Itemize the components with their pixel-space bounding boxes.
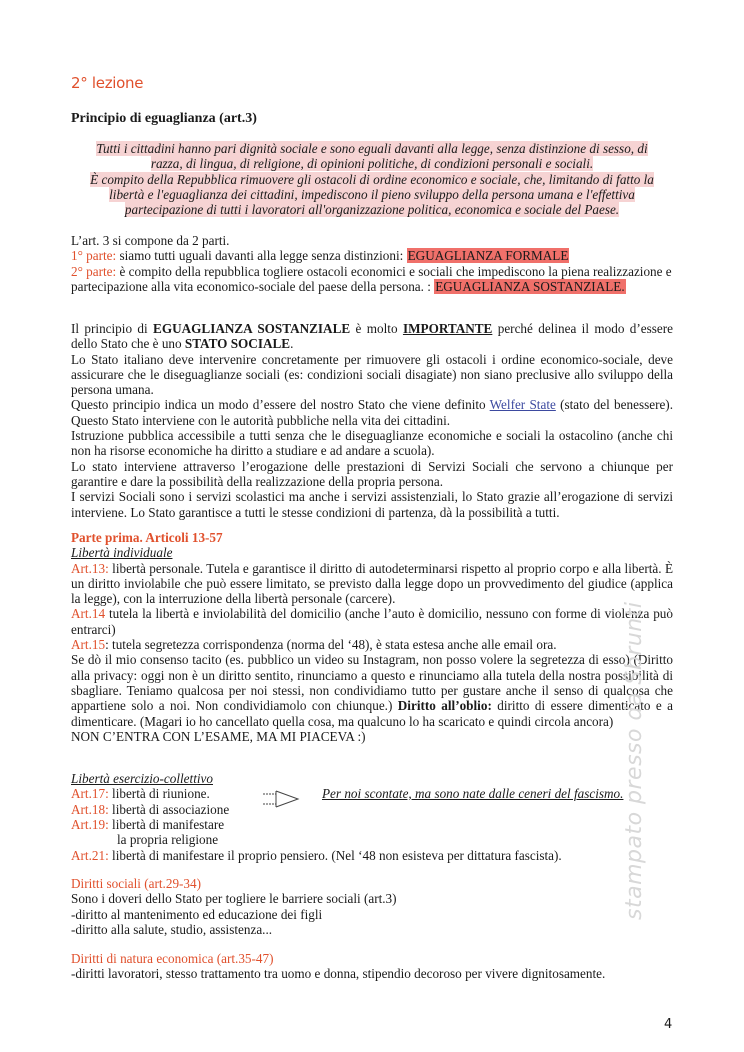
art21-label: Art.21: [71,848,109,864]
art13-label: Art.13: [71,560,109,576]
individual-freedom-subtitle: Libertà individuale [71,545,173,561]
substantial-equality-bold: EGUAGLIANZA SOSTANZIALE [153,321,351,336]
text: è molto [350,321,403,336]
arrow-right-icon [262,790,300,808]
collective-freedom-section [71,771,673,864]
privacy-paragraph [71,652,673,728]
exam-note: NON C’ENTRA CON L’ESAME, MA MI PIACEVA :) [71,728,366,744]
art3-part2 [71,264,673,295]
quote-line: libertà e l'eguaglianza dei cittadini, impediscono il pieno sviluppo della persona umana e l'effettiva [109,186,635,202]
economic-rights-line: -diritti lavoratori, stesso trattamento tra uomo e donna, stipendio decoroso per vivere dignitosamente. [71,966,606,982]
art13 [71,561,673,607]
art14-text: tutela la libertà e inviolabilità del domicilio (anche l’auto è domicilio, nessuno con forme di violenza può entrarci) [71,606,673,637]
art15-label: Art.15 [71,637,106,653]
social-rights-line: Sono i doveri dello Stato per togliere le barriere sociali (art.3) [71,891,397,907]
art18-text: libertà di associazione [108,801,230,817]
principle-para-2: Lo Stato italiano deve intervenire concretamente per rimuovere gli ostacoli i ordine economico-sociale, deve assicurare che le diseguaglianze sociali (es: condizioni sociali disagiate) non siano preclusive allo sviluppo della persona umana. [71,351,673,398]
text: Il principio di [71,321,154,336]
principle-para-1 [71,321,673,352]
art15-text: : tutela segretezza corrispondenza (norma del ‘48), è stata estesa anche alle email ora. [105,637,557,653]
art14-label: Art.14 [71,606,106,622]
art19-text: libertà di manifestare [108,816,225,832]
social-state-bold: STATO SOCIALE [184,336,291,352]
art14 [71,606,673,637]
art19 [71,817,673,832]
art15 [71,637,673,652]
substantial-equality-highlight: EGUAGLIANZA SOSTANZIALE. [435,278,625,294]
social-rights-line: -diritto alla salute, studio, assistenza... [71,921,273,937]
part1-text: siamo tutti uguali davanti alla legge senza distinzioni: [116,248,407,264]
art19-label: Art.19: [71,816,109,832]
part2-label: 2° parte: [71,263,117,279]
page-number: 4 [664,1017,673,1032]
text: (stato del benessere). Questo Stato interviene con le autorità pubbliche nella vita dei cittadini. [71,397,673,428]
part1-label: 1° parte: [71,248,117,264]
social-rights-title: Diritti sociali (art.29-34) [71,876,202,891]
art21-text: libertà di manifestare il proprio pensiero. (Nel ‘48 non esisteva per dittatura fascista). [108,848,562,864]
watermark: stampato presso da Sbrunti [622,601,647,920]
art18-label: Art.18: [71,801,109,817]
oblivion-bold: Diritto all’oblio: [397,698,492,714]
text: . [290,336,294,352]
part2-text: è compito della repubblica togliere ostacoli economici e sociali che impediscono la piena realizzazione e partecipazione alla vita economico-sociale del paese della persona. : [71,263,672,294]
principle-para-5: Lo stato interviene attraverso l’erogazione delle prestazioni di Servizi Sociali che servono a chiunque per garantire e dare la possibilità della realizzazione della propria persona. [71,458,673,489]
art18 [71,802,673,817]
collective-freedom-subtitle: Libertà esercizio-collettivo [71,771,213,786]
privacy-text: Se dò il mio consenso tacito (es. pubblico un video su Instagram, non posso volere la segretezza di esso) (Diritto alla privacy: oggi non è un diritto sentito, rinunciamo a questo e rinunciamo alla tutela della nostra possibilità di sbagliare. Teniamo qualcosa per noi stessi, non condividiamo tutto per gustare anche il senso di qualcosa che appartiene solo a noi. Non condividiamolo con chiunque.) [71,652,673,714]
principle-title: Principio di eguaglianza (art.3) [71,111,257,126]
parte-prima-section [71,530,673,744]
quote-line: Tutti i cittadini hanno pari dignità sociale e sono eguali davanti alla legge, senza distinzione di sesso, di [96,141,648,156]
welfare-state-link[interactable]: Welfer State [489,397,556,413]
principle-section [71,321,673,520]
formal-equality-highlight: EGUAGLIANZA FORMALE [407,248,569,264]
parte-prima-title: Parte prima. Articoli 13-57 [71,530,223,545]
principle-para-4: Istruzione pubblica accessibile a tutti senza che le diseguaglianze economiche e sociali la ostacolino (anche chi non ha risorse economiche ha diritto a studiare e ad andare a scuola). [71,428,673,459]
art3-section [71,233,673,294]
art3-intro: L’art. 3 si compone da 2 parti. [71,233,230,248]
art17-label: Art.17: [71,786,109,802]
fascism-note: Per noi scontate, ma sono nate dalle ceneri del fascismo. [322,786,624,801]
principle-para-6: I servizi Sociali sono i servizi scolastici ma anche i servizi assistenziali, lo Stato grazie all’erogazione di servizi interviene. Lo Stato garantisce a tutti le stesse condizioni di partenza, dà la possibilità a tutti. [71,489,673,520]
quote-line: razza, di lingua, di religione, di opinioni politiche, di condizioni personali e sociali. [150,156,594,172]
important-bold: IMPORTANTE [402,321,493,336]
quote-line: È compito della Repubblica rimuovere gli ostacoli di ordine economico e sociale, che, limitando di fatto la [90,171,654,187]
privacy-text-2: diritto di essere dimenticato e a dimenticare. (Magari io ho cancellato quella cosa, ma qualcuno lo ha scaricato e quindi circola ancora) [71,698,673,729]
principle-para-3 [71,397,673,428]
economic-rights-section [71,951,673,982]
art17-text: libertà di riunione. [108,786,210,802]
quote-line: partecipazione di tutti i lavoratori all'organizzazione politica, economica e sociale del Paese. [124,202,620,218]
social-rights-line: -diritto al mantenimento ed educazione dei figli [71,906,323,922]
social-rights-section [71,876,673,937]
text: perché delinea il modo d’essere dello Stato che è uno [71,321,673,352]
text: Questo principio indica un modo d’essere del nostro Stato che viene definito [71,397,490,413]
constitution-quote [71,141,673,217]
art21 [71,848,673,863]
economic-rights-title: Diritti di natura economica (art.35-47) [71,951,274,966]
art3-part1 [71,248,673,263]
art13-text: libertà personale. Tutela e garantisce il diritto di autodeterminarsi rispetto al proprio corpo e alla libertà. È un diritto inviolabile che può essere limitato, se previsto dalla legge dopo un provvedimento del giudice (applica la legge), con la interruzione della libertà personale (carcere). [71,560,673,607]
lesson-title: 2° lezione [71,74,144,92]
art19-cont: la propria religione [117,832,219,848]
